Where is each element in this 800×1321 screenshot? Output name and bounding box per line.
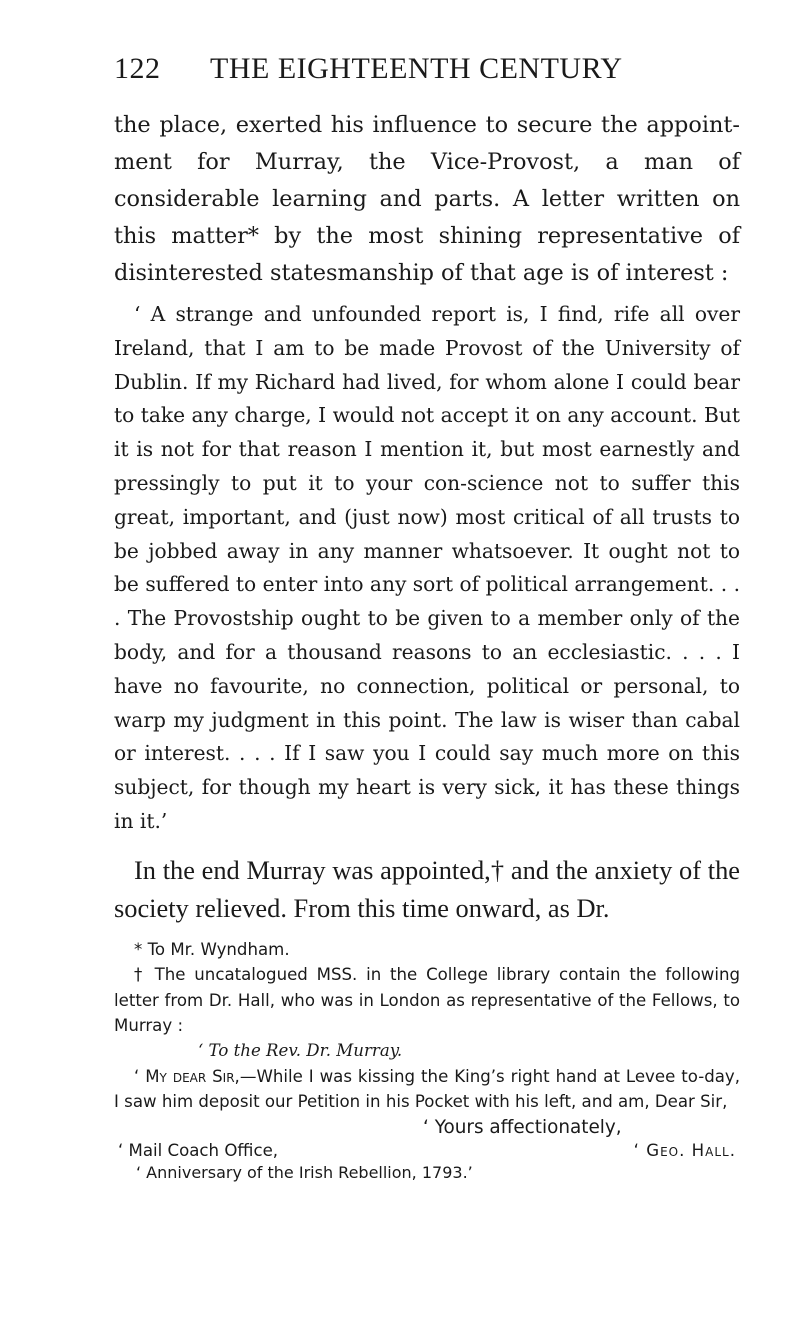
running-title: THE EIGHTEENTH CENTURY: [210, 52, 623, 85]
letter-signature: ‘ Geo. Hall.: [633, 1141, 736, 1160]
running-header: [114, 52, 740, 92]
footnote-2: † The uncatalogued MSS. in the College library contain the following letter from Dr. Hall, who was in London as representative of the Fellows, to Murray :: [114, 965, 740, 1035]
body-paragraph-2: In the end Murray was appointed,† and the anxiety of the society relieved. From this time onward, as Dr.: [114, 854, 740, 923]
letter-salutation: ‘ My dear Sir,: [134, 1066, 240, 1086]
body-paragraph-1: the place, exerted his influence to secure the appoint-ment for Murray, the Vice-Provost, a man of considerable learning and parts. A letter written on this matter* by the most shining representative of disinterested statesmanship of that age is of interest :: [114, 112, 740, 286]
letter-addressee: ‘ To the Rev. Dr. Murray.: [198, 1041, 403, 1061]
letter-place: ‘ Mail Coach Office,: [118, 1141, 279, 1160]
footnote-1: * To Mr. Wyndham.: [134, 939, 290, 959]
letter-body: [114, 1064, 740, 1115]
letter-text: —While I was kissing the King’s right hand at Levee to-day, I saw him deposit our Petition in his Pocket with his left, and am, Dear Sir,: [114, 1066, 740, 1112]
book-page: [114, 52, 740, 1184]
letter-closing: ‘ Yours affectionately,: [423, 1116, 622, 1138]
letter-date: ‘ Anniversary of the Irish Rebellion, 1793.’: [136, 1163, 473, 1182]
page-number: 122: [114, 52, 161, 85]
letter-signature-row: [114, 1140, 740, 1162]
block-quote: ‘ A strange and unfounded report is, I find, rife all over Ireland, that I am to be made Provost of the University of Dublin. If my Richard had lived, for whom alone I could bear to take any charge, I would not accept it on any account. But it is not for that reason I mention it, but most earnestly and pressingly to put it to your con-science not to suffer this great, important, and (just now) most critical of all trusts to be jobbed away in any manner whatsoever. It ought not to be suffered to enter into any sort of political arrangement. . . . The Provostship ought to be given to a member only of the body, and for a thousand reasons to an ecclesiastic. . . . I have no favourite, no connection, political or personal, to warp my judgment in this point. The law is wiser than cabal or interest. . . . If I saw you I could say much more on this subject, for though my heart is very sick, it has these things in it.’: [114, 302, 740, 833]
